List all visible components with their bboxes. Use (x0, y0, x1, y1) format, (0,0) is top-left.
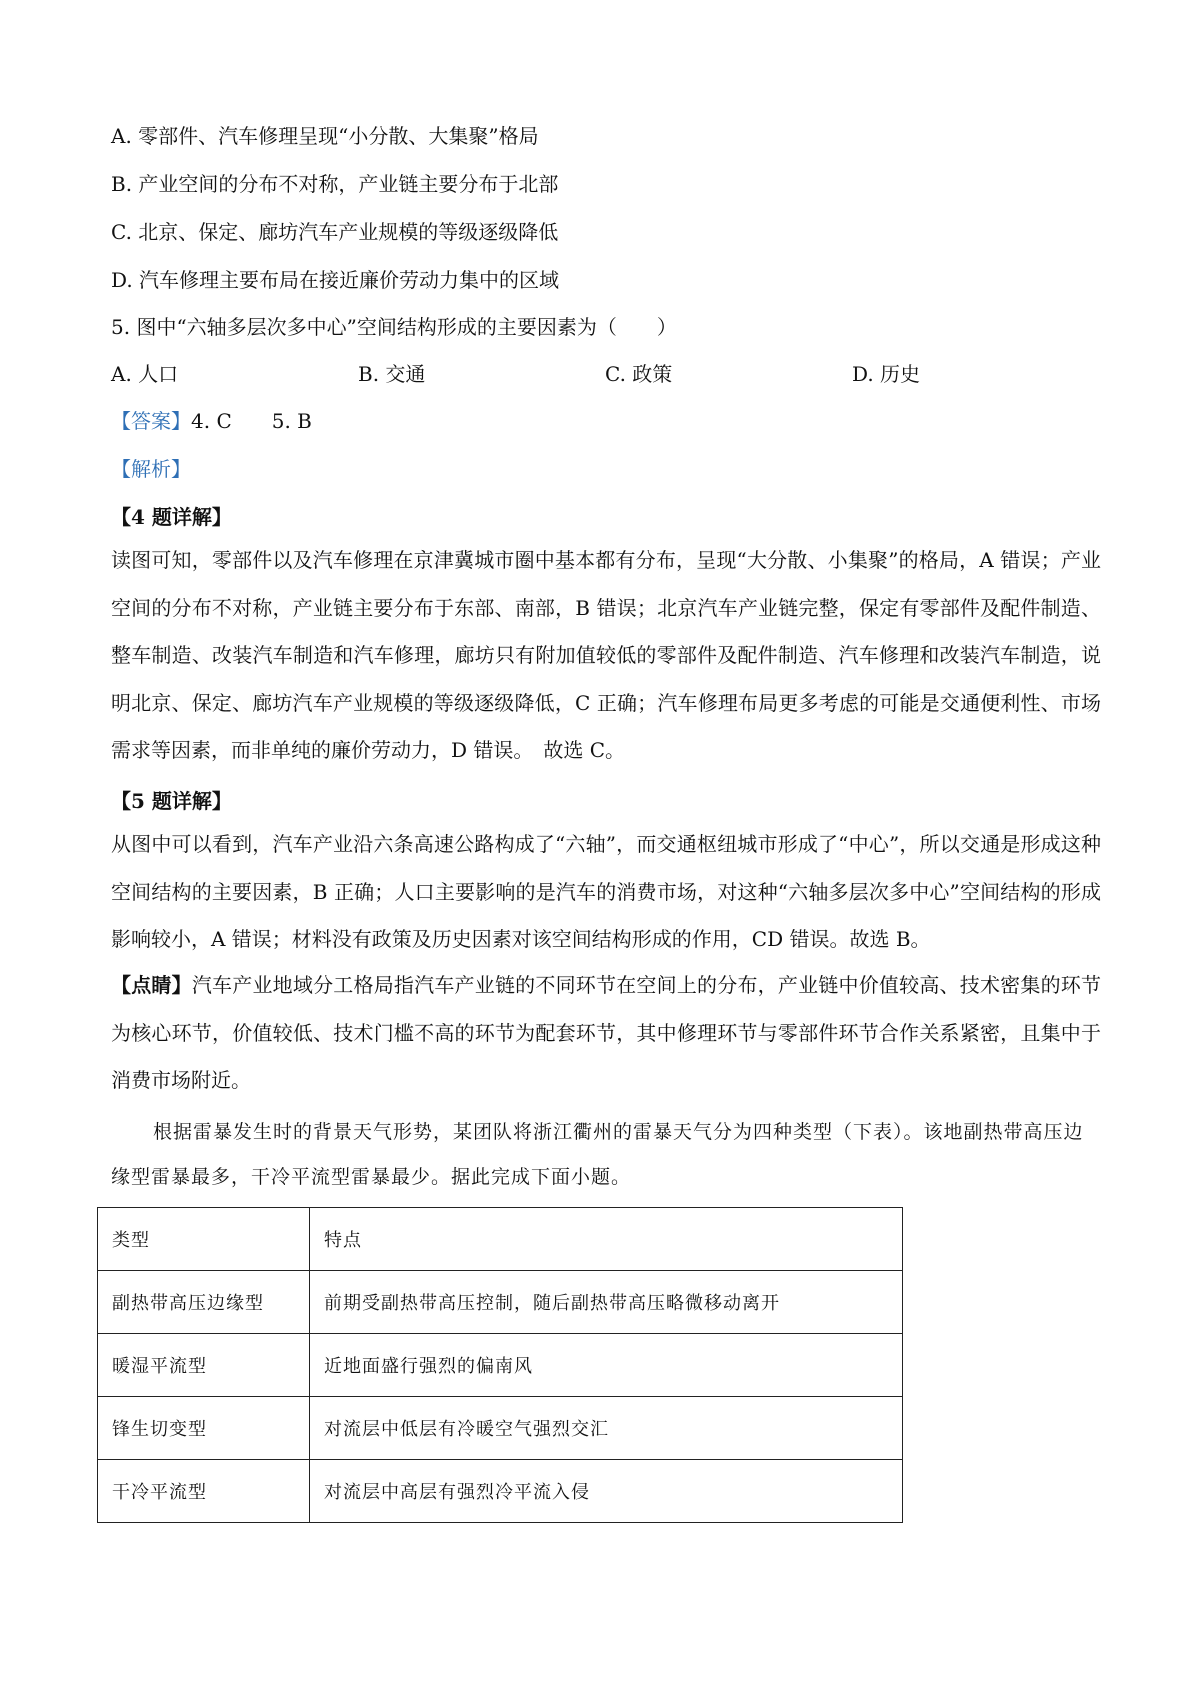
analysis-label: 【解析】 (111, 457, 191, 481)
table-header-type: 类型 (98, 1208, 310, 1271)
table-cell-type: 暖湿平流型 (98, 1334, 310, 1397)
option-5a: A. 人口 (111, 362, 179, 386)
point-paragraph (111, 962, 1101, 1105)
detail-4-text: 读图可知，零部件以及汽车修理在京津冀城市圈中基本都有分布，呈现“大分散、小集聚”的格局，A 错误；产业空间的分布不对称，产业链主要分布于东部、南部，B 错误；北京汽车产业链完整，保定有零部件及配件制造、整车制造、改装汽车制造和汽车修理，廊坊只有附加值较低的零部件及配件制造、汽车修理和改装汽车制造，说明北京、保定、廊坊汽车产业规模的等级逐级降低，C 正确；汽车修理布局更多考虑的可能是交通便利性、市场需求等因素，而非单纯的廉价劳动力，D 错误。 故选 C。 (111, 548, 1101, 762)
table-cell-type: 锋生切变型 (98, 1397, 310, 1460)
detail-5-text: 从图中可以看到，汽车产业沿六条高速公路构成了“六轴”，而交通枢纽城市形成了“中心”，所以交通是形成这种空间结构的主要因素，B 正确；人口主要影响的是汽车的消费市场，对这种“六轴多层次多中心”空间结构的形成影响较小，A 错误；材料没有政策及历史因素对该空间结构形成的作用，CD 错误。故选 B。 (111, 832, 1101, 951)
answer-line (111, 407, 312, 435)
table-cell-type: 干冷平流型 (98, 1460, 310, 1523)
detail-5-heading: 【5 题详解】 (111, 789, 232, 813)
table-row (98, 1397, 903, 1460)
table-cell-feature: 对流层中高层有强烈冷平流入侵 (310, 1460, 903, 1523)
point-label: 【点睛】 (111, 973, 192, 997)
thunderstorm-type-table (97, 1207, 903, 1523)
table-cell-feature: 前期受副热带高压控制，随后副热带高压略微移动离开 (310, 1271, 903, 1334)
table-row (98, 1460, 903, 1523)
option-5d: D. 历史 (852, 362, 921, 386)
question-5: 5. 图中“六轴多层次多中心”空间结构形成的主要因素为（ ） (111, 315, 677, 339)
answer-label: 【答案】 (111, 409, 191, 433)
table-cell-feature: 近地面盛行强烈的偏南风 (310, 1334, 903, 1397)
detail-4-heading: 【4 题详解】 (111, 505, 232, 529)
option-4d: D. 汽车修理主要布局在接近廉价劳动力集中的区域 (111, 268, 560, 292)
answer-values: 4. C 5. B (191, 409, 312, 433)
option-4c: C. 北京、保定、廊坊汽车产业规模的等级逐级降低 (111, 220, 559, 244)
option-4a: A. 零部件、汽车修理呈现“小分散、大集聚”格局 (111, 124, 539, 148)
point-text: 汽车产业地域分工格局指汽车产业链的不同环节在空间上的分布，产业链中价值较高、技术密集的环节为核心环节，价值较低、技术门槛不高的环节为配套环节，其中修理环节与零部件环节合作关系紧密，且集中于消费市场附近。 (111, 973, 1102, 1092)
option-5b: B. 交通 (358, 362, 426, 386)
question-5-options (111, 360, 1011, 388)
option-5c: C. 政策 (605, 362, 673, 386)
option-4b: B. 产业空间的分布不对称，产业链主要分布于北部 (111, 172, 559, 196)
table-row (98, 1334, 903, 1397)
table-cell-type: 副热带高压边缘型 (98, 1271, 310, 1334)
table-header-row (98, 1208, 903, 1271)
table-cell-feature: 对流层中低层有冷暖空气强烈交汇 (310, 1397, 903, 1460)
thunderstorm-intro: 根据雷暴发生时的背景天气形势，某团队将浙江衢州的雷暴天气分为四种类型（下表）。该地副热带高压边缘型雷暴最多，干冷平流型雷暴最少。据此完成下面小题。 (111, 1121, 1084, 1188)
table-row (98, 1271, 903, 1334)
table-header-feature: 特点 (310, 1208, 903, 1271)
